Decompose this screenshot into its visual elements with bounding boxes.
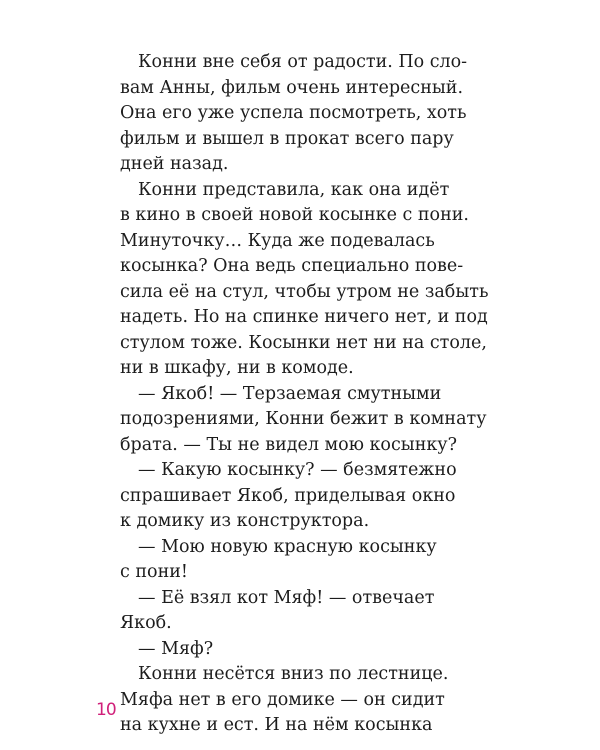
- text-line: — Какую косынку? — безмятежно: [138, 460, 457, 480]
- text-line: спрашивает Якоб, приделывая окно: [120, 485, 456, 506]
- text-line: надеть. Но на спинке ничего нет, и под: [120, 307, 488, 327]
- page-number: 10: [96, 700, 116, 720]
- text-line: Мяфа нет в его домике — он сидит: [120, 689, 445, 710]
- text-line: Якоб.: [120, 613, 172, 633]
- text-line: — Якоб! — Терзаемая смутными: [138, 383, 442, 404]
- text-line: дней назад.: [120, 154, 229, 174]
- text-line: Минуточку… Куда же подевалась: [120, 230, 435, 251]
- text-line: на кухне и ест. И на нём косынка: [120, 715, 433, 735]
- text-line: Конни несётся вниз по лестнице.: [138, 664, 449, 684]
- text-line: — Мяф?: [138, 638, 214, 659]
- text-line: стулом тоже. Косынки нет ни на столе,: [120, 332, 487, 353]
- text-line: косынка? Она ведь специально пове-: [120, 256, 464, 276]
- body-text: [120, 50, 500, 739]
- text-line: сила её на стул, чтобы утром не забыть: [120, 281, 489, 302]
- text-line: с пони!: [120, 562, 188, 582]
- text-line: брата. — Ты не видел мою косынку?: [120, 434, 457, 455]
- text-line: — Её взял кот Мяф! — отвечает: [138, 587, 435, 608]
- text-line: в кино в своей новой косынке с пони.: [120, 205, 469, 225]
- text-line: Она его уже успела посмотреть, хоть: [120, 103, 467, 123]
- text-line: к домику из конструктора.: [120, 511, 370, 531]
- text-line: фильм и вышел в прокат всего пару: [120, 128, 454, 149]
- text-line: — Мою новую красную косынку: [138, 536, 437, 557]
- text-line: ни в шкафу, ни в комоде.: [120, 358, 354, 378]
- text-line: Конни вне себя от радости. По сло-: [138, 52, 468, 72]
- text-line: вам Анны, фильм очень интересный.: [120, 77, 464, 98]
- text-line: Конни представила, как она идёт: [138, 179, 450, 200]
- text-line: подозрениями, Конни бежит в комнату: [120, 409, 487, 429]
